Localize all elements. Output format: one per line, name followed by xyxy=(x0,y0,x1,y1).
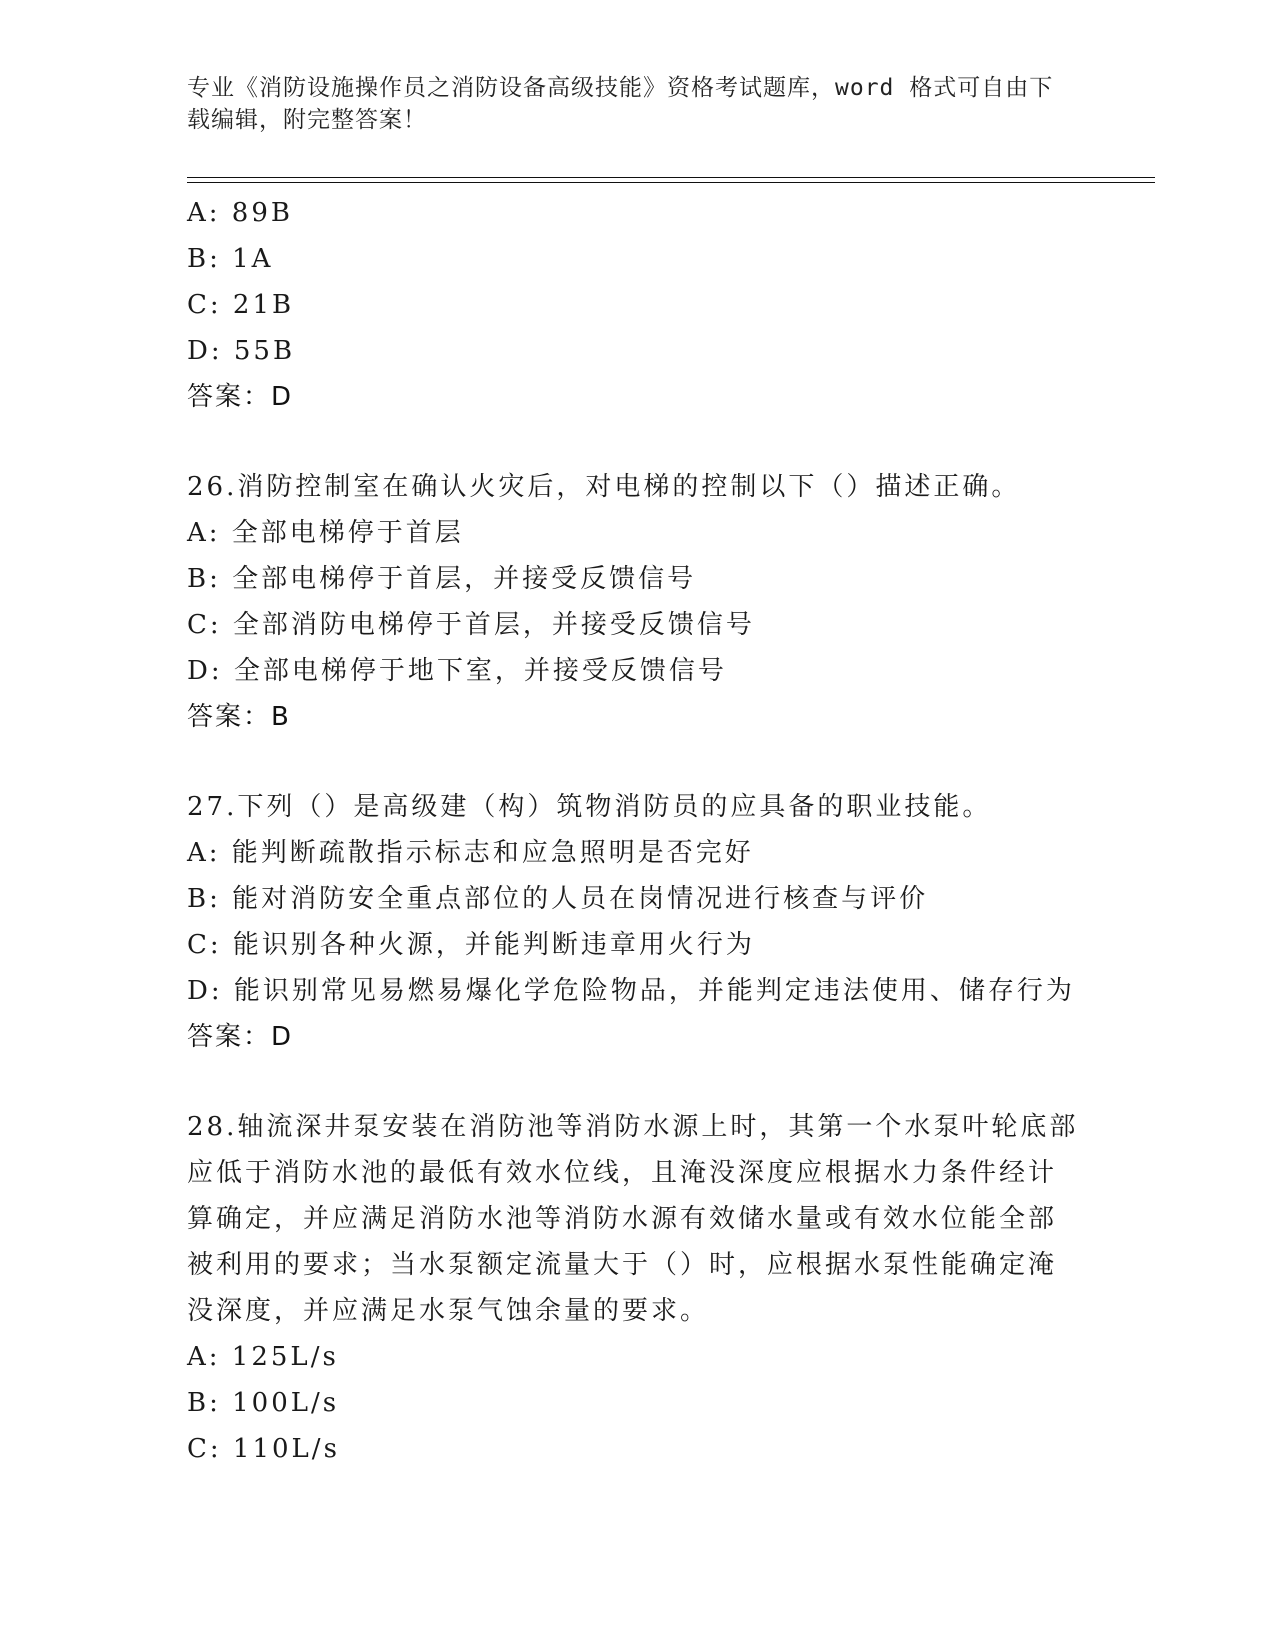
stem-line-2: 应低于消防水池的最低有效水位线，且淹没深度应根据水力条件经计 xyxy=(187,1158,1058,1188)
option-c: C: 110L/s xyxy=(187,1434,340,1464)
option-a: A: 全部电梯停于首层 xyxy=(187,518,464,548)
option-d: D: 55B xyxy=(187,336,296,366)
stem-line-5: 没深度，并应满足水泵气蚀余量的要求。 xyxy=(187,1296,710,1326)
question-26 xyxy=(187,464,1077,740)
header-line-1: 专业《消防设施操作员之消防设备高级技能》资格考试题库，word 格式可自由下 xyxy=(187,75,1054,101)
option-b: B: 100L/s xyxy=(187,1388,340,1418)
answer-line: 答案：B xyxy=(187,702,291,732)
question-stem: 26.消防控制室在确认火灾后，对电梯的控制以下（）描述正确。 xyxy=(187,472,1021,502)
option-b: B: 能对消防安全重点部位的人员在岗情况进行核查与评价 xyxy=(187,884,929,914)
document-header xyxy=(187,72,1067,136)
option-d: D: 全部电梯停于地下室，并接受反馈信号 xyxy=(187,656,727,686)
question-27 xyxy=(187,784,1077,1060)
question-28 xyxy=(187,1104,1077,1472)
question-content xyxy=(187,190,1077,1472)
option-d: D: 能识别常见易燃易爆化学危险物品，并能判定违法使用、储存行为 xyxy=(187,976,1075,1006)
header-line-2: 载编辑，附完整答案！ xyxy=(187,107,427,133)
option-a: A: 125L/s xyxy=(187,1342,339,1372)
answer-line: 答案：D xyxy=(187,382,294,412)
answer-line: 答案：D xyxy=(187,1022,294,1052)
option-c: C: 能识别各种火源，并能判断违章用火行为 xyxy=(187,930,755,960)
option-c: C: 21B xyxy=(187,290,295,320)
stem-line-4: 被利用的要求；当水泵额定流量大于（）时，应根据水泵性能确定淹 xyxy=(187,1250,1058,1280)
header-divider xyxy=(187,177,1155,183)
question-stem xyxy=(187,1104,1079,1334)
option-b: B: 1A xyxy=(187,244,274,274)
stem-line-1: 28.轴流深井泵安装在消防池等消防水源上时，其第一个水泵叶轮底部 xyxy=(187,1112,1079,1142)
option-a: A: 89B xyxy=(187,198,293,228)
option-a: A: 能判断疏散指示标志和应急照明是否完好 xyxy=(187,838,754,868)
stem-line-3: 算确定，并应满足消防水池等消防水源有效储水量或有效水位能全部 xyxy=(187,1204,1058,1234)
option-c: C: 全部消防电梯停于首层，并接受反馈信号 xyxy=(187,610,755,640)
question-stem: 27.下列（）是高级建（构）筑物消防员的应具备的职业技能。 xyxy=(187,792,992,822)
option-b: B: 全部电梯停于首层，并接受反馈信号 xyxy=(187,564,697,594)
question-25 xyxy=(187,190,1077,420)
